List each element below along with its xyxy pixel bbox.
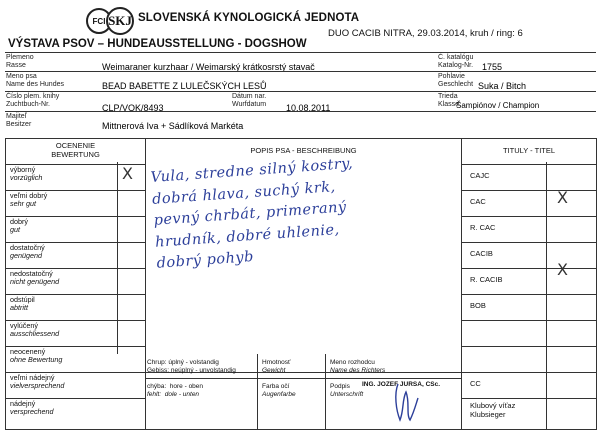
- sex-label: Pohlavie Geschlecht: [438, 73, 474, 88]
- description-line: dobrá hlava, suchý krk,: [151, 178, 337, 208]
- title-row: CAC: [462, 191, 597, 217]
- grade-row: veľmi nádejný vielversprechend: [6, 373, 146, 399]
- title-row: [462, 321, 597, 347]
- grade-row: nedostatočný nicht genügend: [6, 269, 146, 295]
- divider: [5, 111, 596, 112]
- breed-label: Plemeno Rasse: [6, 54, 34, 69]
- reg-value: CLP/VOK/8493: [102, 103, 164, 113]
- judge-signature: [392, 380, 422, 424]
- catalog-label: Č. katalógu Katalog-Nr.: [438, 54, 474, 69]
- name-value: BEAD BABETTE Z LULEČSKÝCH LESŮ: [102, 81, 267, 91]
- titles-header: TITULY - TITEL: [462, 139, 597, 165]
- grade-row: dostatočný genügend: [6, 243, 146, 269]
- owner-label: Majiteľ Besitzer: [6, 113, 32, 128]
- skj-logo: SKJ: [106, 7, 134, 35]
- grade-row: vylúčený ausschliessend: [6, 321, 146, 347]
- grade-header: OCENENIE BEWERTUNG: [6, 139, 146, 165]
- divider: [325, 354, 326, 430]
- grade-mark: X: [122, 164, 133, 183]
- dob-label: Dátum nar. Wurfdatum: [232, 93, 267, 108]
- title-row: CAJC: [462, 165, 597, 191]
- title-row: R. CAC: [462, 217, 597, 243]
- title-row: BOB: [462, 295, 597, 321]
- signature-label: Podpis Unterschrift: [330, 383, 364, 398]
- weight-label: Hmotnosť Gewicht: [262, 359, 291, 374]
- dob-value: 10.08.2011: [286, 103, 331, 113]
- grade-row: nádejný versprechend: [6, 399, 146, 430]
- divider: [5, 91, 596, 92]
- judge-name-stamp: ING. JOZEF JURSA, CSc.: [362, 381, 441, 388]
- judge-name-label: Meno rozhodcu Name des Richters: [330, 359, 386, 374]
- missing-teeth-label: chýba: hore - oben fehlt: dole - unten: [147, 383, 204, 398]
- grade-row: odstúpil abtritt: [6, 295, 146, 321]
- divider: [145, 378, 461, 379]
- breed-value: Weimaraner kurzhaar / Weimarský krátkosrstý stavač: [102, 62, 315, 72]
- grade-row: veľmi dobrý sehr gut: [6, 191, 146, 217]
- class-value: Šampiónov / Champion: [456, 101, 540, 110]
- show-title: VÝSTAVA PSOV – HUNDEAUSSTELLUNG - DOGSHOW: [8, 38, 307, 50]
- title-row: CC: [462, 373, 597, 399]
- catalog-value: 1755: [482, 62, 503, 72]
- title-row: [462, 347, 597, 373]
- divider: [5, 71, 596, 72]
- grade-row: neocenený ohne Bewertung: [6, 347, 146, 373]
- title-row: CACIB: [462, 243, 597, 269]
- description-area: POPIS PSA - BESCHREIBUNG: [146, 139, 462, 373]
- fci-logo: FCI: [86, 8, 112, 34]
- handwritten-description: [150, 147, 457, 275]
- title-row: Klubový víťaz Klubsieger: [462, 399, 597, 430]
- description-line: pevný chrbát, primeraný: [153, 199, 348, 229]
- name-label: Meno psa Name des Hundes: [6, 73, 64, 88]
- class-label: Trieda Klasse: [438, 93, 460, 108]
- grade-row: výborný vorzüglich: [6, 165, 146, 191]
- grade-row: dobrý gut: [6, 217, 146, 243]
- title-row: R. CACIB: [462, 269, 597, 295]
- cac-mark: X: [557, 188, 568, 207]
- description-line: Vula, stredne silný kostry,: [150, 155, 354, 186]
- description-line: hrudník, dobré uhlenie,: [154, 221, 341, 251]
- description-line: dobrý pohyb: [156, 248, 255, 272]
- title-mark-column: [546, 162, 547, 430]
- grade-mark-column: [117, 162, 118, 354]
- reg-label: Číslo plem. knihy Zuchtbuch-Nr.: [6, 93, 60, 108]
- divider: [5, 52, 596, 53]
- teeth-label: Chrup: úplný - volstandig Gebiss: neúplný - unvolstandig: [147, 359, 236, 374]
- owner-value: Mittnerová Iva + Sádlíková Markéta: [102, 121, 244, 131]
- divider: [257, 354, 258, 430]
- rcacib-mark: X: [557, 260, 568, 279]
- eye-color-label: Farba očí Augenfarbe: [262, 383, 296, 398]
- org-name: SLOVENSKÁ KYNOLOGICKÁ JEDNOTA: [138, 12, 360, 24]
- sex-value: Suka / Bitch: [478, 81, 527, 91]
- event-info: DUO CACIB NITRA, 29.03.2014, kruh / ring: 6: [328, 28, 523, 39]
